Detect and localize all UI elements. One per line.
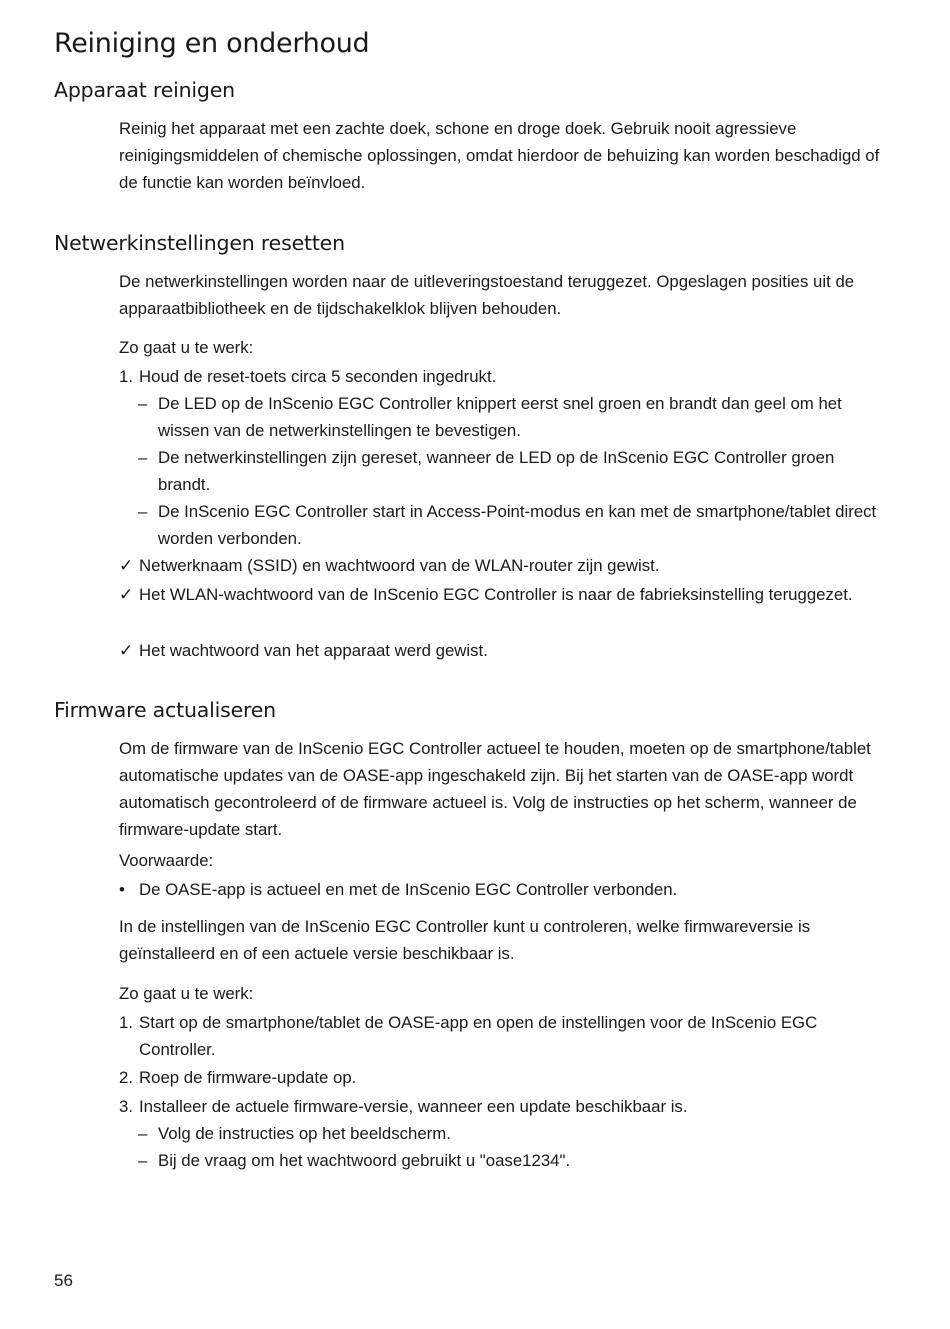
step-item xyxy=(119,363,889,390)
sub-step-text: Bij de vraag om het wachtwoord gebruikt u "oase1234". xyxy=(158,1151,571,1170)
sub-step-item xyxy=(138,444,890,498)
step-text: Houd de reset-toets circa 5 seconden ingedrukt. xyxy=(139,367,497,386)
prerequisite-label: Voorwaarde: xyxy=(119,851,214,870)
sub-step-item xyxy=(138,498,890,552)
dash-marker: – xyxy=(138,394,148,413)
step-text: Roep de firmware-update op. xyxy=(139,1068,357,1087)
sub-step-text: De LED op de InScenio EGC Controller knippert eerst snel groen en brandt dan geel om het wissen van de netwerkinstellingen te bevestigen. xyxy=(158,394,842,440)
prerequisite-text: De OASE-app is actueel en met de InScenio EGC Controller verbonden. xyxy=(139,880,678,899)
check-icon: ✓ xyxy=(119,641,134,660)
step-number: 2. xyxy=(119,1068,133,1087)
prerequisite-item xyxy=(119,876,889,903)
sub-step-text: De netwerkinstellingen zijn gereset, wanneer de LED op de InScenio EGC Controller groen brandt. xyxy=(158,448,835,494)
section-heading-firmware: Firmware actualiseren xyxy=(54,698,276,722)
procedure-intro: Zo gaat u te werk: xyxy=(119,338,254,357)
sub-step-text: De InScenio EGC Controller start in Access-Point-modus en kan met de smartphone/tablet direct worden verbonden. xyxy=(158,502,877,548)
step-number: 1. xyxy=(119,367,133,386)
paragraph-firmware-info: In de instellingen van de InScenio EGC Controller kunt u controleren, welke firmwareversie is geïnstalleerd en of een actuele versie beschikbaar is. xyxy=(119,917,811,963)
step-number: 1. xyxy=(119,1013,133,1032)
page-number: 56 xyxy=(54,1271,73,1290)
sub-step-item xyxy=(138,1120,890,1147)
dash-marker: – xyxy=(138,448,148,467)
sub-step-text: Volg de instructies op het beeldscherm. xyxy=(158,1124,451,1143)
dash-marker: – xyxy=(138,1124,148,1143)
check-icon: ✓ xyxy=(119,556,134,575)
procedure-intro: Zo gaat u te werk: xyxy=(119,984,254,1003)
page-title: Reiniging en onderhoud xyxy=(54,28,370,59)
paragraph-network-reset: De netwerkinstellingen worden naar de uitleveringstoestand teruggezet. Opgeslagen posities uit de apparaatbibliotheek en de tijdschakelklok blijven behouden. xyxy=(119,272,855,318)
bullet-icon: • xyxy=(119,880,125,899)
step-text: Start op de smartphone/tablet de OASE-app en open de instellingen voor de InScenio EGC Controller. xyxy=(139,1013,818,1059)
step-item xyxy=(119,1009,889,1063)
section-heading-network-reset: Netwerkinstellingen resetten xyxy=(54,231,345,255)
section-heading-apparaat-reinigen: Apparaat reinigen xyxy=(54,78,235,102)
step-item xyxy=(119,1093,889,1120)
sub-step-item xyxy=(138,1147,890,1174)
dash-marker: – xyxy=(138,502,148,521)
result-text: Het wachtwoord van het apparaat werd gewist. xyxy=(139,641,488,660)
result-item xyxy=(119,552,889,579)
paragraph-cleaning: Reinig het apparaat met een zachte doek, schone en droge doek. Gebruik nooit agressieve reinigingsmiddelen of chemische oplossingen, omdat hierdoor de behuizing kan worden beschadigd of de functie kan worden beïnvloed. xyxy=(119,119,880,192)
step-text: Installeer de actuele firmware-versie, wanneer een update beschikbaar is. xyxy=(139,1097,688,1116)
result-text: Het WLAN-wachtwoord van de InScenio EGC Controller is naar de fabrieksinstelling teruggezet. xyxy=(139,585,853,604)
result-text: Netwerknaam (SSID) en wachtwoord van de WLAN-router zijn gewist. xyxy=(139,556,660,575)
check-icon: ✓ xyxy=(119,585,134,604)
step-number: 3. xyxy=(119,1097,133,1116)
result-item xyxy=(119,637,889,664)
sub-step-item xyxy=(138,390,890,444)
dash-marker: – xyxy=(138,1151,148,1170)
result-item xyxy=(119,581,889,608)
step-item xyxy=(119,1064,889,1091)
paragraph-firmware: Om de firmware van de InScenio EGC Controller actueel te houden, moeten op de smartphone/tablet automatische updates van de OASE-app ingeschakeld zijn. Bij het starten van de OASE-app wordt automatisch gecontroleerd of de firmware actueel is. Volg de instructies op het scherm, wanneer de firmware-update start. xyxy=(119,739,871,839)
